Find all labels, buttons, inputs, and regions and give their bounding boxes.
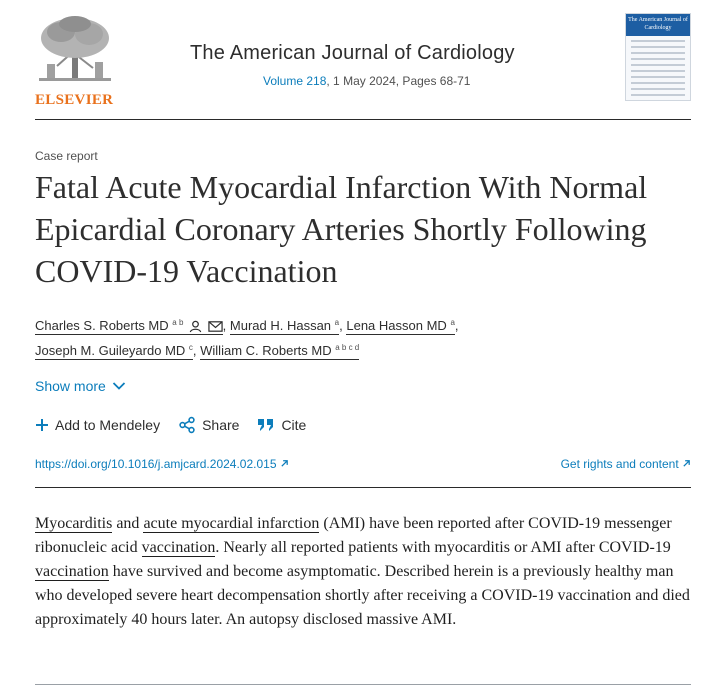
issue-info: , 1 May 2024, Pages 68-71 [326,74,471,88]
term-link-vaccination[interactable]: vaccination [141,539,216,556]
term-link-myocarditis[interactable]: Myocarditis [35,515,113,532]
author-list: Charles S. Roberts MD $^{a b}$ , Murad H. Hassan $^a$, Lena Hasson MD $^a$, Joseph M. Guileyardo MD $^c$, William C. Roberts MD $^{a b c d}$ [35,318,459,358]
elsevier-logo[interactable] [35,14,115,108]
plus-icon [35,418,49,432]
show-more-button[interactable] [35,378,126,394]
doi-link[interactable]: https://doi.org/10.1016/j.amjcard.2024.02.015 [35,457,289,471]
author-link[interactable]: Murad H. Hassan $^a$ [229,318,340,333]
article-type: Case report [35,149,98,163]
author-link[interactable]: William C. Roberts MD $^{a b c d}$ [200,343,360,358]
header-divider [35,119,691,120]
meta-divider [35,487,691,488]
author-link[interactable]: Joseph M. Guileyardo MD $^c$ [35,343,193,358]
journal-volume-info [263,74,470,88]
person-icon [189,320,202,333]
tree-icon [35,14,115,86]
author-link[interactable]: Lena Hasson MD $^a$ [346,318,455,333]
external-arrow-icon [682,459,691,468]
term-link-ami[interactable]: acute myocardial infarction [143,515,320,532]
share-label: Share [202,417,240,433]
share-icon [178,416,196,434]
cite-button[interactable] [257,416,306,434]
cover-masthead: The American Journal of Cardiology [626,14,690,36]
cover-contents [626,40,690,96]
show-more-label: Show more [35,378,106,394]
section-divider [35,684,691,685]
journal-title[interactable]: The American Journal of Cardiology [190,42,515,64]
author-link[interactable]: Charles S. Roberts MD $^{a b}$ [35,318,223,335]
add-to-mendeley-button[interactable] [35,416,160,434]
rights-link[interactable]: Get rights and content [561,457,691,471]
article-actions [35,416,306,434]
journal-cover-thumbnail[interactable] [625,13,691,101]
chevron-down-icon [112,381,126,391]
envelope-icon [208,320,223,333]
volume-link[interactable]: Volume 218 [263,74,327,88]
quote-icon [257,418,275,432]
abstract-text: Myocarditis and acute myocardial infarction (AMI) have been reported after COVID-19 messenger ribonucleic acid vaccination. Nearly all reported patients with myocarditis or AMI after COVID-19 vaccination have survived and become asymptomatic. Described herein is a previously healthy man who developed severe heart decompensation shortly after receiving a COVID-19 vaccination and died approximately 40 hours later. An autopsy disclosed massive AMI. [35,515,690,628]
journal-header [35,8,691,120]
term-link-vaccination[interactable]: vaccination [35,563,109,580]
doi-row [35,457,691,471]
elsevier-wordmark: ELSEVIER [35,92,114,108]
mendeley-label: Add to Mendeley [55,417,161,433]
article-title: Fatal Acute Myocardial Infarction With Normal Epicardial Coronary Arteries Shortly Following COVID-19 Vaccination [35,169,648,289]
share-button[interactable] [178,416,239,434]
external-arrow-icon [280,459,289,468]
cite-label: Cite [281,417,307,433]
